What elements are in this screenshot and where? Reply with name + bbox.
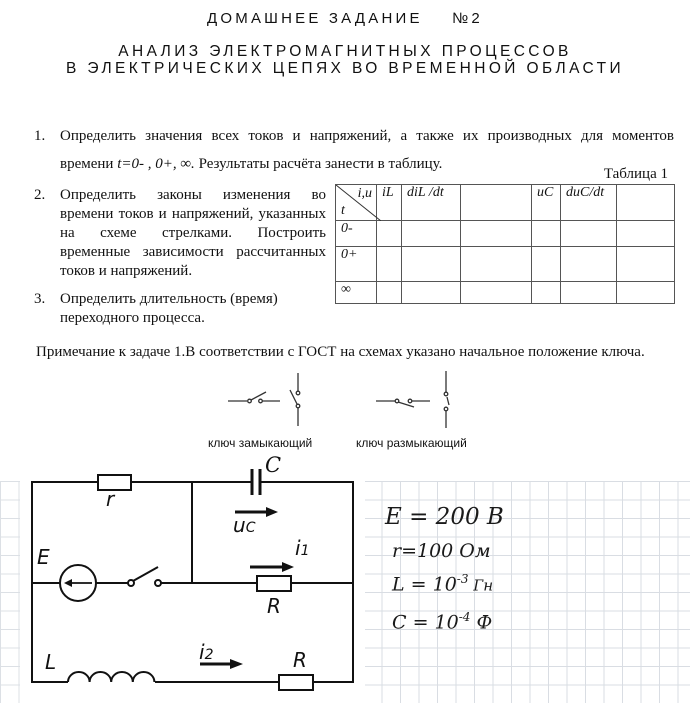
- handwritten-L-unit: Гн: [468, 576, 494, 595]
- table-cell[interactable]: [617, 247, 675, 282]
- table-cell[interactable]: [377, 247, 402, 282]
- handwritten-C-unit: Ф: [470, 611, 493, 634]
- label-i2-main: i: [199, 640, 205, 664]
- task-2-number: 2.: [34, 187, 46, 203]
- task-3-text: Определить длительность (время) переходного процесса.: [60, 291, 278, 326]
- label-r: r: [106, 487, 115, 511]
- label-R2: R: [293, 648, 307, 672]
- closing-switch-horizontal-icon: [228, 392, 280, 403]
- header-uC: [532, 185, 561, 221]
- table-cell[interactable]: [561, 247, 617, 282]
- handwritten-L-exponent: -3: [456, 572, 469, 586]
- label-uC-sub: C: [245, 520, 256, 536]
- header-duC-dt-text: duC/dt: [566, 185, 605, 200]
- corner-bottom-label: t: [341, 203, 345, 218]
- label-C: C: [265, 453, 282, 477]
- task-1-time-moments: t=0- , 0+, ∞.: [117, 156, 195, 172]
- table-row: [336, 247, 675, 282]
- table-cell[interactable]: [561, 221, 617, 247]
- label-uC-main: u: [233, 513, 246, 537]
- task-1-line2-suffix: Результаты расчёта занести в таблицу.: [194, 156, 443, 172]
- table-cell[interactable]: [402, 221, 461, 247]
- label-E: E: [37, 545, 50, 569]
- handwritten-C-exponent: -4: [458, 610, 471, 624]
- header-iL-text: iL: [382, 185, 394, 200]
- task-1-line2-prefix: времени: [60, 156, 118, 172]
- task-1-line2: [60, 150, 674, 178]
- label-R1: R: [267, 594, 281, 618]
- handwritten-C-prefix: C = 10: [392, 611, 459, 634]
- table-cell[interactable]: [377, 282, 402, 304]
- table-caption: Таблица 1: [603, 166, 668, 182]
- task-1-number: 1.: [34, 128, 46, 144]
- topic-title-line1: АНАЛИЗ ЭЛЕКТРОМАГНИТНЫХ ПРОЦЕССОВ: [118, 43, 572, 60]
- header-empty-1: [461, 185, 532, 221]
- table-cell[interactable]: [617, 282, 675, 304]
- results-table: [335, 184, 675, 304]
- task-2-text: Определить законы изменения во времени токов и напряжений, указанных на схеме стрелками. Построить временные зависимости рассчитанных токов и напряжений.: [60, 187, 326, 279]
- opening-switch-vertical-icon: [444, 371, 449, 428]
- opening-switch-horizontal-icon: [376, 399, 430, 407]
- topic-title-line2: В ЭЛЕКТРИЧЕСКИХ ЦЕПЯХ ВО ВРЕМЕННОЙ ОБЛАСТИ: [65, 60, 625, 77]
- row-label-0-minus: 0-: [336, 221, 377, 247]
- label-i2: [199, 640, 213, 664]
- task-1-line1: Определить значения всех токов и напряжений, а также их производных для моментов: [60, 128, 674, 144]
- table-cell[interactable]: [377, 221, 402, 247]
- table-cell[interactable]: [461, 221, 532, 247]
- header-duC-dt: [561, 185, 617, 221]
- resistor-R1-icon: [257, 576, 291, 591]
- label-i2-sub: 2: [204, 647, 214, 663]
- label-i1: [295, 536, 309, 560]
- label-i1-sub: 1: [300, 543, 310, 559]
- table-cell[interactable]: [532, 282, 561, 304]
- resistor-R2-icon: [279, 675, 313, 690]
- table-cell[interactable]: [532, 247, 561, 282]
- task-1: [34, 122, 674, 178]
- row-label-infinity: ∞: [336, 282, 377, 304]
- table-cell[interactable]: [561, 282, 617, 304]
- resistor-r-icon: [98, 475, 131, 490]
- gost-note: Примечание к задаче 1.В соответствии с ГОСТ на схемах указано начальное положение ключа.: [36, 344, 645, 360]
- corner-cell: [336, 185, 377, 221]
- corner-top-label: i,u: [357, 186, 372, 201]
- switch-legend-symbols: [225, 370, 475, 430]
- task-3-number: 3.: [34, 291, 46, 307]
- label-L: L: [45, 650, 57, 674]
- table-cell[interactable]: [532, 221, 561, 247]
- table-cell[interactable]: [461, 247, 532, 282]
- header-uC-text: uC: [537, 185, 554, 200]
- table-cell[interactable]: [402, 282, 461, 304]
- handwritten-L: [392, 572, 493, 595]
- header-diL-dt-text: diL /dt: [407, 185, 444, 200]
- table-header-row: [336, 185, 675, 221]
- header-empty-2: [617, 185, 675, 221]
- homework-title: ДОМАШНЕЕ ЗАДАНИЕ №2: [207, 10, 483, 27]
- voltage-source-icon: [60, 565, 96, 601]
- table-cell[interactable]: [617, 221, 675, 247]
- opening-switch-caption: ключ размыкающий: [356, 436, 467, 450]
- closing-switch-caption: ключ замыкающий: [208, 436, 313, 450]
- table-cell[interactable]: [402, 247, 461, 282]
- closing-switch-vertical-icon: [290, 373, 300, 426]
- handwritten-E: E = 200 В: [385, 504, 504, 530]
- task-2: [34, 186, 326, 281]
- table-row: [336, 221, 675, 247]
- task-3: [34, 290, 326, 328]
- table-cell[interactable]: [461, 282, 532, 304]
- header-diL-dt: [402, 185, 461, 221]
- handwritten-L-prefix: L = 10: [392, 573, 457, 596]
- handwritten-r: r=100 Ом: [392, 540, 491, 562]
- label-uC: [233, 513, 255, 537]
- handwritten-C: [392, 610, 492, 633]
- table-row: [336, 282, 675, 304]
- row-label-0-plus: 0+: [336, 247, 377, 282]
- label-i1-main: i: [295, 536, 301, 560]
